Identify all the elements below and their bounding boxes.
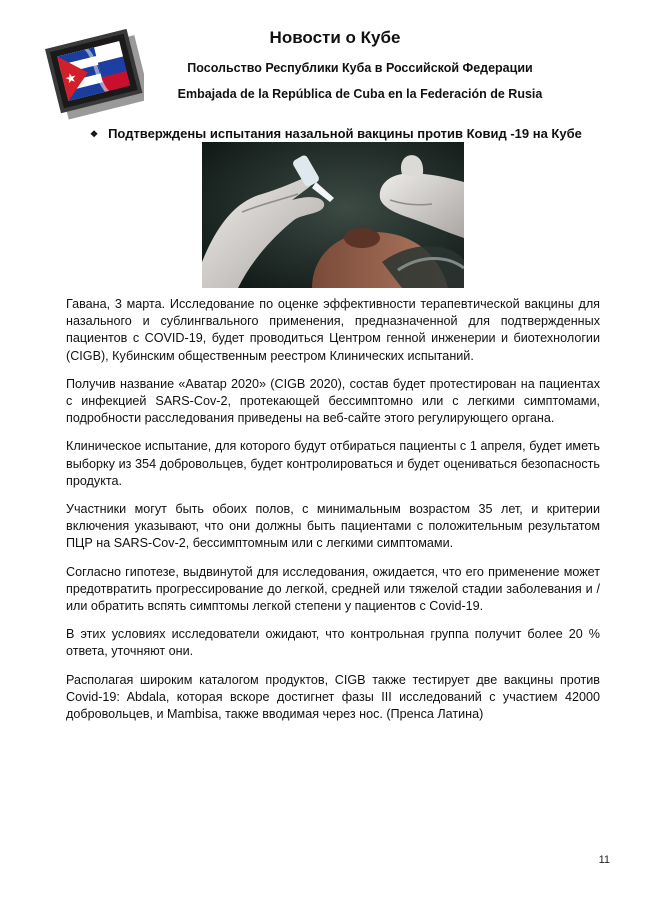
headline-text: Подтверждены испытания назальной вакцины против Ковид -19 на Кубе [108, 126, 582, 141]
article-paragraph: Участники могут быть обоих полов, с минимальным возрастом 35 лет, и критерии включения указывают, что они должны быть пациентами с положительным результатом ПЦР на SARS-Cov-2, бессимптомным или с легкими симптомами. [66, 502, 600, 551]
nasal-vaccine-photo [202, 142, 464, 288]
embassy-name-ru: Посольство Республики Куба в Российской Федерации [187, 61, 533, 75]
page-title: Новости о Кубе [269, 28, 401, 47]
diamond-bullet-icon: ❖ [90, 129, 99, 139]
article-paragraph: В этих условиях исследователи ожидают, что контрольная группа получит более 20 % ответа, уточняют они. [66, 627, 600, 659]
article-paragraph: Клиническое испытание, для которого будут отбираться пациенты с 1 апреля, будет иметь выборку из 354 добровольцев, будет контролироваться и будет оцениваться безопасность продукта. [66, 439, 600, 488]
article-paragraph: Гавана, 3 марта. Исследование по оценке эффективности терапевтической вакцины для назального и сублингвального применения, предназначенной для подтвержденных пациентов с COVID-19, будет проводиться Центром генной инженерии и биотехнологии (CIGB), Кубинским общественным реестром Клинических испытаний. [66, 297, 600, 363]
article-paragraph: Располагая широким каталогом продуктов, CIGB также тестирует две вакцины против Covid-19: Abdala, которая вскоре достигнет фазы III исследований с участием 42000 добровольцев, и Mambisa, также вводимая через нос. (Пренса Латина) [66, 672, 600, 722]
page-number: 11 [598, 854, 610, 866]
article-body [66, 296, 600, 734]
article-paragraph: Согласно гипотезе, выдвинутой для исследования, ожидается, что его применение может предотвратить прогрессирование до легкой, средней или тяжелой стадии заболевания и / или обратить вспять симптомы легкой степени у пациентов с Covid-19. [66, 564, 600, 614]
article-headline [90, 126, 610, 141]
cuba-russia-flags-logo-icon [44, 20, 144, 120]
article-paragraph: Получив название «Аватар 2020» (CIGB 2020), состав будет протестирован на пациентах с инфекцией SARS-Cov-2, протекающей бессимптомно или с легкими симптомами, подробности расследования приведены на веб-сайте этого регулирующего органа. [66, 376, 600, 426]
embassy-name-es: Embajada de la República de Cuba en la Federación de Rusia [177, 87, 543, 101]
